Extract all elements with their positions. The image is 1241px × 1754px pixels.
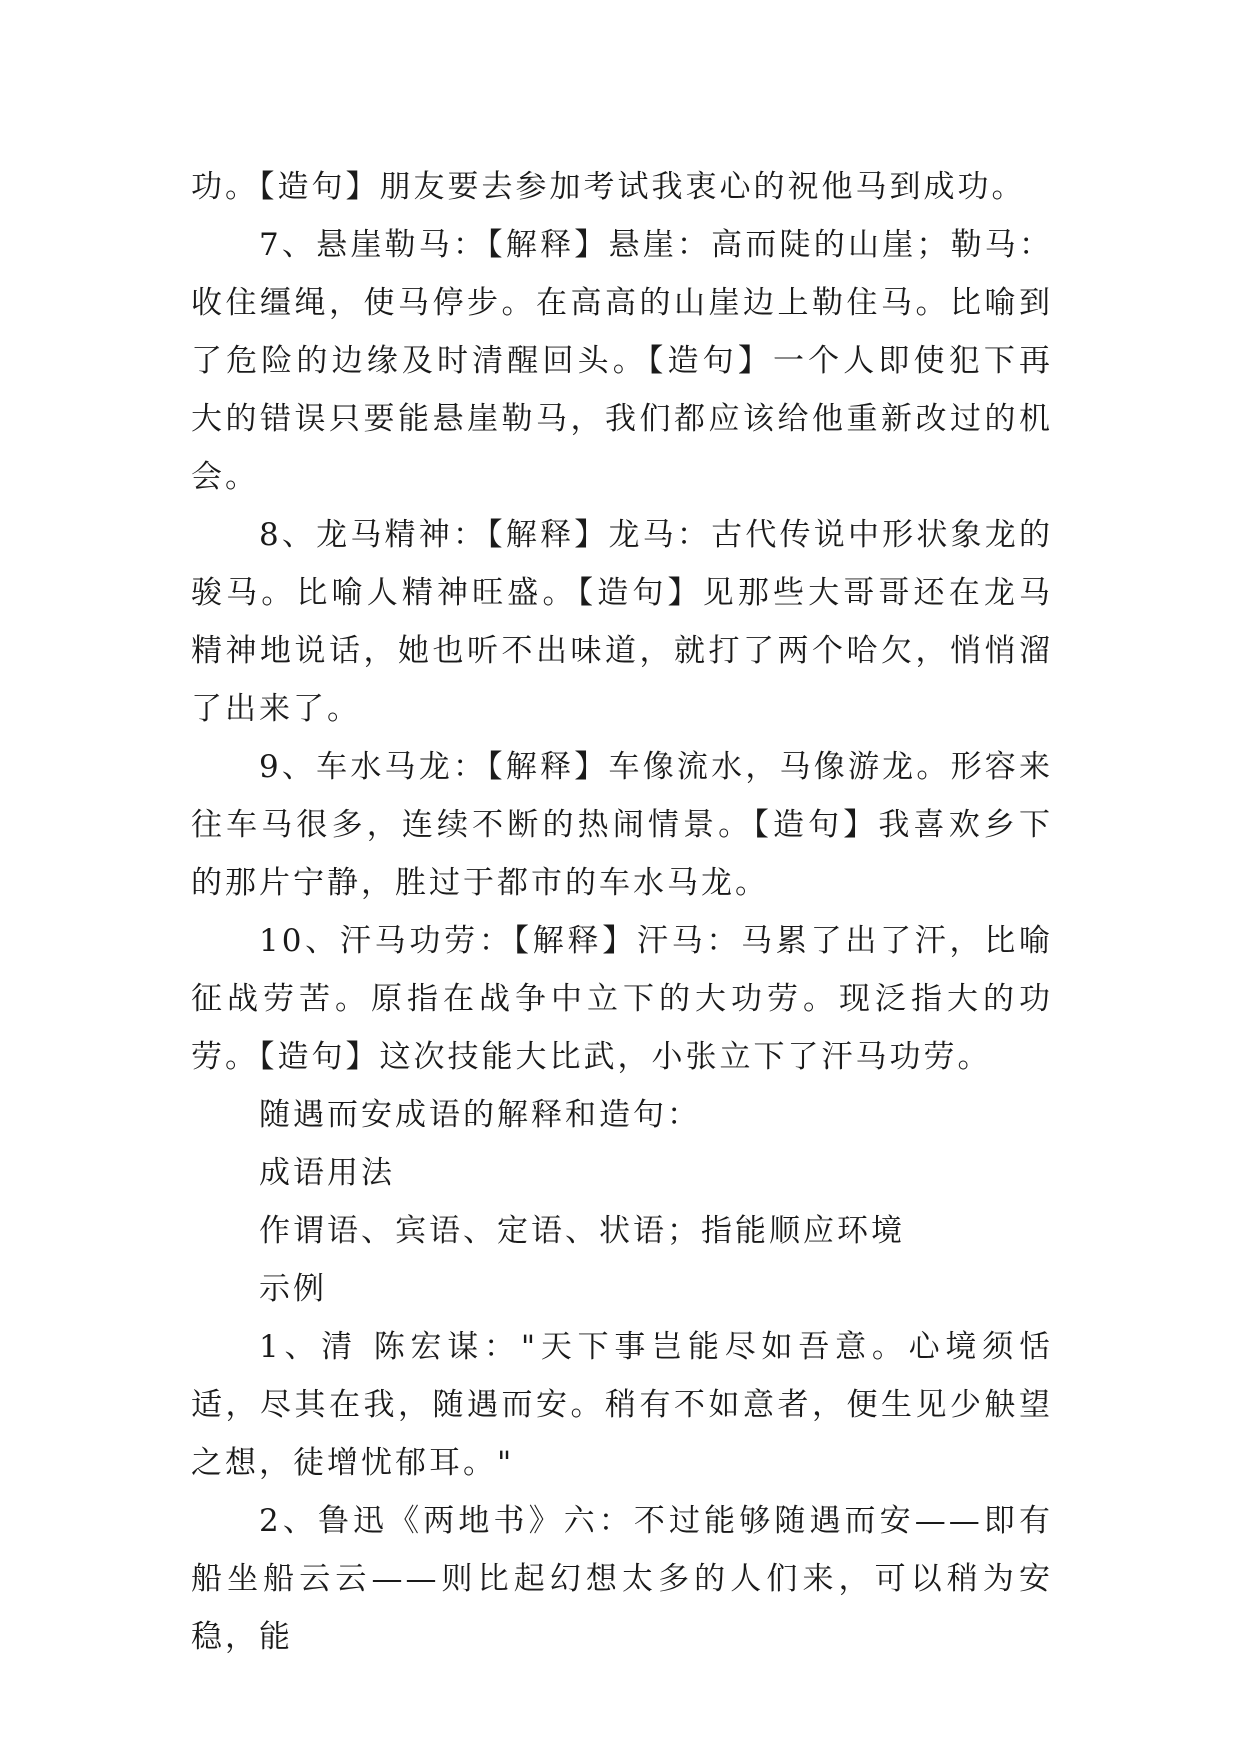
paragraph-idiom-8: 8、龙马精神：【解释】龙马：古代传说中形状象龙的骏马。比喻人精神旺盛。【造句】见那些大哥哥还在龙马精神地说话，她也听不出味道，就打了两个哈欠，悄悄溜了出来了。 <box>191 517 1053 727</box>
paragraph-idiom-7: 7、悬崖勒马：【解释】悬崖：高而陡的山崖；勒马：收住缰绳，使马停步。在高高的山崖边上勒住马。比喻到了危险的边缘及时清醒回头。【造句】一个人即使犯下再大的错误只要能悬崖勒马，我们都应该给他重新改过的机会。 <box>191 227 1053 495</box>
example-1: 1、清 陈宏谋："天下事岂能尽如吾意。心境须恬适，尽其在我，随遇而安。稍有不如意者，便生见少觖望之想，徒增忧郁耳。" <box>191 1329 1053 1481</box>
usage-text: 作谓语、宾语、定语、状语；指能顺应环境 <box>259 1213 905 1249</box>
paragraph-idiom-10: 10、汗马功劳：【解释】汗马：马累了出了汗，比喻征战劳苦。原指在战争中立下的大功劳。现泛指大的功劳。【造句】这次技能大比武，小张立下了汗马功劳。 <box>191 923 1053 1075</box>
section-heading: 随遇而安成语的解释和造句： <box>259 1097 701 1133</box>
example-2: 2、鲁迅《两地书》六：不过能够随遇而安——即有船坐船云云——则比起幻想太多的人们来，可以稍为安稳，能 <box>191 1503 1053 1655</box>
subheading-examples: 示例 <box>259 1271 327 1307</box>
paragraph-continuation: 功。【造句】朋友要去参加考试我衷心的祝他马到成功。 <box>191 169 1026 205</box>
paragraph-idiom-9: 9、车水马龙：【解释】车像流水，马像游龙。形容来往车马很多，连续不断的热闹情景。【造句】我喜欢乡下的那片宁静，胜过于都市的车水马龙。 <box>191 749 1053 901</box>
document-body <box>191 158 1053 1666</box>
subheading-usage: 成语用法 <box>259 1155 395 1191</box>
